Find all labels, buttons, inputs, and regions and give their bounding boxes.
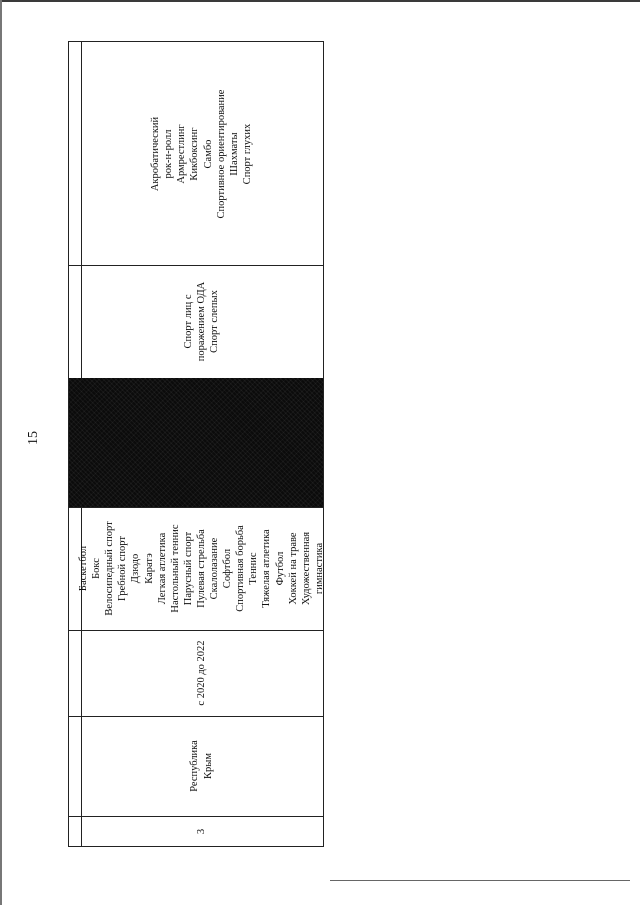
cell-line: Хоккей на траве [287, 532, 299, 605]
cell-line: Скалолазание [209, 537, 221, 600]
cell-line: Спорт лиц с [182, 294, 194, 349]
cell-adaptive-sports [81, 265, 322, 378]
other-sports-list [149, 90, 254, 219]
cell-line: Армрестлинг [176, 124, 188, 184]
cell-line: Настольный теннис [169, 524, 181, 613]
cell-line: Пулевая стрельба [195, 529, 207, 608]
cell-line: Каратэ [143, 553, 155, 584]
cell-line: Крым [202, 753, 214, 779]
region-text [188, 740, 214, 792]
rotated-table [68, 41, 324, 847]
cell-line: Акробатический [150, 116, 162, 192]
cell-other-sports [81, 43, 322, 265]
redacted-block [69, 378, 323, 507]
cell-line: Кикбоксинг [189, 127, 201, 181]
cell-line: Шахматы [228, 132, 240, 176]
cell-line: Легкая атлетика [156, 532, 168, 605]
cell-line: Велосипедный спорт [104, 521, 116, 616]
cell-line: Художественная [300, 531, 312, 606]
cell-line: Дзюдо [130, 553, 142, 584]
cell-line: Софтбол [222, 548, 234, 589]
cell-row-number [81, 816, 322, 847]
cell-line: гимнастика [313, 542, 325, 595]
sports-list [77, 521, 326, 615]
scan-edge-top [0, 0, 640, 2]
cell-period [81, 630, 322, 716]
adaptive-sports-list [182, 282, 221, 362]
cell-line: Гребной спорт [117, 536, 129, 602]
cell-line: Спорт глухих [241, 123, 253, 185]
cell-line: Спорт слепых [209, 290, 221, 353]
cell-sports [78, 507, 325, 630]
cell-line: поражением ОДА [195, 281, 207, 362]
row-number: 3 [195, 828, 207, 835]
cell-line: рок-н-ролл [163, 129, 175, 179]
cell-line: Теннис [248, 552, 260, 585]
period-text: с 2020 до 2022 [195, 640, 207, 706]
page-number: 15 [26, 431, 41, 445]
cell-line: Спортивное ориентирование [215, 89, 227, 219]
cell-line: Бокс [91, 558, 103, 579]
scan-edge-bottom [330, 880, 630, 881]
cell-line: Тяжелая атлетика [261, 529, 273, 608]
cell-line: Баскетбол [78, 545, 90, 592]
cell-line: Спортивная борьба [235, 525, 247, 612]
cell-line: Парусный спорт [182, 531, 194, 606]
cell-line: Футбол [274, 551, 286, 586]
scan-edge-left [0, 0, 2, 905]
cell-line: Республика [189, 740, 201, 792]
cell-line: Самбо [202, 139, 214, 169]
cell-region [81, 716, 322, 816]
